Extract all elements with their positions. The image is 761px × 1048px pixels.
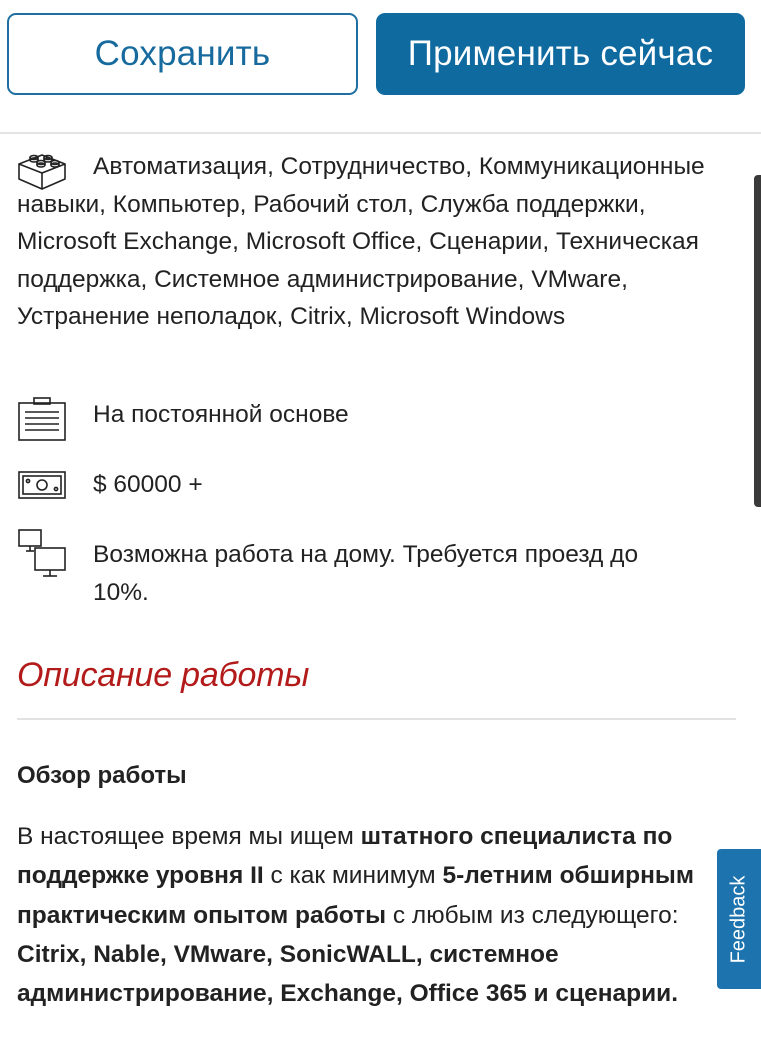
save-button[interactable]: Сохранить — [7, 13, 358, 95]
skills-text: Автоматизация, Сотрудничество, Коммуникационные навыки, Компьютер, Рабочий стол, Служба поддержки, Microsoft Exchange, Microsoft Office, Сценарии, Техническая поддержка, Системное администрирование, VMware, Устранение неполадок, Citrix, Microsoft Windows — [17, 153, 705, 330]
salary-text: $ 60000 + — [93, 471, 203, 498]
section-divider — [17, 718, 736, 720]
feedback-button[interactable] — [717, 849, 761, 989]
job-overview-text — [17, 817, 722, 1013]
overview-text-segment: с любым из следующего: — [386, 901, 679, 929]
blocks-icon — [17, 150, 67, 204]
employment-type-text: На постоянной основе — [93, 401, 349, 428]
computers-icon — [17, 528, 67, 592]
feedback-label: Feedback — [727, 875, 750, 963]
salary-row — [17, 466, 717, 504]
remote-text: Возможна работа на дому. Требуется проезд до 10%. — [93, 541, 639, 606]
overview-bold-segment: Citrix, Nable, VMware, SonicWALL, системное администрирование, Exchange, Office 365 и сценарии. — [17, 940, 679, 1008]
job-description-heading: Описание работы — [17, 656, 310, 694]
overview-bold-segment: штатного специалиста по поддержке уровня II — [17, 823, 673, 890]
skills-row — [17, 148, 729, 336]
remote-row — [17, 536, 697, 611]
banknote-icon — [17, 470, 67, 512]
overview-text-segment: с как минимум — [263, 862, 443, 890]
scrollbar-handle[interactable] — [754, 175, 761, 507]
top-divider — [0, 132, 761, 134]
apply-now-button[interactable]: Применить сейчас — [376, 13, 745, 95]
overview-bold-segment: 5-летним обширным практическим опытом работы — [17, 862, 694, 929]
job-overview-heading: Обзор работы — [17, 762, 187, 789]
employment-type-row — [17, 396, 717, 434]
overview-text-segment: В настоящее время мы ищем — [17, 823, 361, 850]
action-bar — [0, 0, 761, 112]
clipboard-icon — [17, 396, 67, 454]
